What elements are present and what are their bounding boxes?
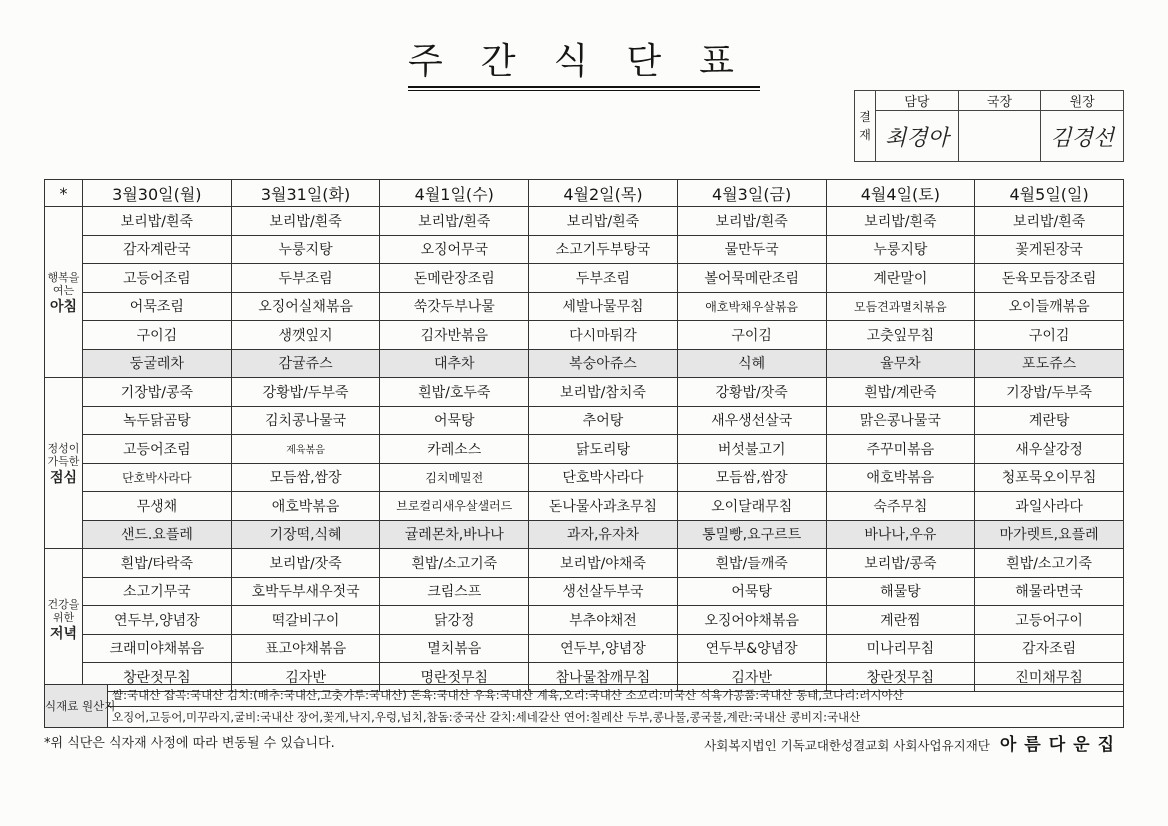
menu-cell: 청포묵오이무침 xyxy=(975,463,1124,492)
menu-cell: 무생채 xyxy=(83,492,232,521)
menu-cell: 김치콩나물국 xyxy=(231,406,380,435)
menu-cell: 구이김 xyxy=(83,321,232,350)
header-row xyxy=(45,180,1124,207)
menu-cell: 보리밥/흰죽 xyxy=(529,207,678,236)
menu-cell: 고춧잎무침 xyxy=(826,321,975,350)
menu-cell: 어묵탕 xyxy=(380,406,529,435)
menu-cell: 창란젓무침 xyxy=(83,663,232,692)
snack-cell: 샌드.요플레 xyxy=(83,520,232,549)
menu-cell: 단호박사라다 xyxy=(83,463,232,492)
approval-header-staff: 담당 xyxy=(876,91,959,111)
approval-box xyxy=(854,90,1124,162)
snack-cell: 기장떡,식혜 xyxy=(231,520,380,549)
snack-cell: 율무차 xyxy=(826,349,975,378)
snack-row xyxy=(45,520,1124,549)
origin-line-1: 쌀:국내산 잡곡:국내산 김치:(배추:국내산,고춧가루:국내산) 돈육:국내산 우육:국내산 계육,오리:국내산 소꼬리:미국산 식육가공품:국내산 동태,코다리:러시아산 xyxy=(108,685,1124,707)
origin-line-2: 오징어,고등어,미꾸라지,굴비:국내산 장어,꽃게,낙지,우렁,넙치,참돔:중국산 갈치:세네갈산 연어:칠레산 두부,콩나물,콩국물,계란:국내산 콩비지:국내산 xyxy=(108,706,1124,728)
menu-cell: 생깻잎지 xyxy=(231,321,380,350)
menu-cell: 감자계란국 xyxy=(83,235,232,264)
table-row xyxy=(45,606,1124,635)
menu-cell: 계란찜 xyxy=(826,606,975,635)
menu-cell: 창란젓무침 xyxy=(826,663,975,692)
menu-cell: 명란젓무침 xyxy=(380,663,529,692)
menu-cell: 오징어야채볶음 xyxy=(677,606,826,635)
menu-cell: 보리밥/잣죽 xyxy=(231,549,380,578)
menu-cell: 닭도리탕 xyxy=(529,435,678,464)
menu-cell: 숙주무침 xyxy=(826,492,975,521)
menu-cell: 물만두국 xyxy=(677,235,826,264)
menu-cell: 흰밥/소고기죽 xyxy=(975,549,1124,578)
snack-row xyxy=(45,349,1124,378)
table-row xyxy=(45,406,1124,435)
day-header: 4월4일(토) xyxy=(826,180,975,207)
table-row xyxy=(45,264,1124,293)
table-row xyxy=(45,235,1124,264)
table-row xyxy=(45,435,1124,464)
menu-cell: 맑은콩나물국 xyxy=(826,406,975,435)
menu-cell: 볼어묵메란조림 xyxy=(677,264,826,293)
day-header: 4월3일(금) xyxy=(677,180,826,207)
day-header: 4월1일(수) xyxy=(380,180,529,207)
menu-cell: 강황밥/두부죽 xyxy=(231,378,380,407)
day-header: 4월2일(목) xyxy=(529,180,678,207)
menu-cell: 부추야채전 xyxy=(529,606,678,635)
approval-header-head: 원장 xyxy=(1041,91,1124,111)
menu-cell: 오이들깨볶음 xyxy=(975,292,1124,321)
menu-cell: 과일사라다 xyxy=(975,492,1124,521)
menu-cell: 주꾸미볶음 xyxy=(826,435,975,464)
organization-prefix: 사회복지법인 기독교대한성결교회 사회사업유지재단 xyxy=(704,738,990,753)
menu-cell: 해물탕 xyxy=(826,577,975,606)
menu-cell: 애호박볶음 xyxy=(826,463,975,492)
approval-header-director: 국장 xyxy=(958,91,1041,111)
menu-cell: 소고기두부탕국 xyxy=(529,235,678,264)
menu-cell: 떡갈비구이 xyxy=(231,606,380,635)
footnote: *위 식단은 식자재 사정에 따라 변동될 수 있습니다. xyxy=(44,736,335,751)
menu-cell: 오징어실채볶음 xyxy=(231,292,380,321)
menu-cell: 진미채무침 xyxy=(975,663,1124,692)
signature-staff: 최경아 xyxy=(876,111,959,162)
table-row xyxy=(45,321,1124,350)
table-row xyxy=(45,634,1124,663)
table-row xyxy=(45,492,1124,521)
menu-cell: 추어탕 xyxy=(529,406,678,435)
menu-cell: 김자반 xyxy=(231,663,380,692)
origin-label: 식재료 원산지 xyxy=(45,685,108,728)
menu-cell: 보리밥/흰죽 xyxy=(380,207,529,236)
menu-cell: 돈메란장조림 xyxy=(380,264,529,293)
menu-cell: 구이김 xyxy=(975,321,1124,350)
menu-cell: 흰밥/계란죽 xyxy=(826,378,975,407)
menu-cell: 연두부,양념장 xyxy=(529,634,678,663)
menu-cell: 크래미야채볶음 xyxy=(83,634,232,663)
menu-cell: 보리밥/참치죽 xyxy=(529,378,678,407)
snack-cell: 귤레몬차,바나나 xyxy=(380,520,529,549)
meal-name: 아침 xyxy=(49,298,78,315)
meal-subtitle: 건강을위한 xyxy=(47,598,80,625)
table-row xyxy=(45,207,1124,236)
day-header: 3월30일(월) xyxy=(83,180,232,207)
menu-cell: 미나리무침 xyxy=(826,634,975,663)
menu-cell: 새우생선살국 xyxy=(677,406,826,435)
table-row xyxy=(45,577,1124,606)
table-row xyxy=(45,292,1124,321)
menu-cell: 돈나물사과초무침 xyxy=(529,492,678,521)
snack-cell: 식혜 xyxy=(677,349,826,378)
meal-label-breakfast xyxy=(45,207,83,378)
menu-cell: 기장밥/콩죽 xyxy=(83,378,232,407)
menu-cell: 오이달래무침 xyxy=(677,492,826,521)
menu-cell: 기장밥/두부죽 xyxy=(975,378,1124,407)
signature-head: 김경선 xyxy=(1041,111,1124,162)
menu-cell: 누룽지탕 xyxy=(231,235,380,264)
menu-cell: 다시마튀각 xyxy=(529,321,678,350)
menu-cell: 쑥갓두부나물 xyxy=(380,292,529,321)
table-row xyxy=(45,378,1124,407)
snack-cell: 포도쥬스 xyxy=(975,349,1124,378)
title-underline-thin xyxy=(408,90,760,91)
meal-name: 점심 xyxy=(49,469,78,486)
menu-cell: 닭강정 xyxy=(380,606,529,635)
meal-name: 저녁 xyxy=(49,626,78,643)
menu-cell: 보리밥/야채죽 xyxy=(529,549,678,578)
menu-cell: 돈육모듬장조림 xyxy=(975,264,1124,293)
menu-cell: 보리밥/흰죽 xyxy=(975,207,1124,236)
snack-cell: 둥굴레차 xyxy=(83,349,232,378)
menu-cell: 감자조림 xyxy=(975,634,1124,663)
menu-cell: 고등어조림 xyxy=(83,435,232,464)
organization-name: 아름다운집 xyxy=(999,735,1122,755)
menu-cell: 호박두부새우젓국 xyxy=(231,577,380,606)
menu-cell: 버섯불고기 xyxy=(677,435,826,464)
snack-cell: 복숭아쥬스 xyxy=(529,349,678,378)
snack-cell: 바나나,우유 xyxy=(826,520,975,549)
menu-cell: 김자반 xyxy=(677,663,826,692)
menu-cell: 두부조림 xyxy=(231,264,380,293)
menu-cell: 생선살두부국 xyxy=(529,577,678,606)
snack-cell: 과자,유자차 xyxy=(529,520,678,549)
menu-cell: 김자반볶음 xyxy=(380,321,529,350)
menu-cell: 해물라면국 xyxy=(975,577,1124,606)
menu-cell: 보리밥/흰죽 xyxy=(231,207,380,236)
menu-cell: 어묵조림 xyxy=(83,292,232,321)
menu-cell: 보리밥/흰죽 xyxy=(826,207,975,236)
menu-cell: 애호박볶음 xyxy=(231,492,380,521)
menu-cell: 김치메밀전 xyxy=(380,463,529,492)
menu-cell: 크림스프 xyxy=(380,577,529,606)
menu-cell: 계란탕 xyxy=(975,406,1124,435)
menu-cell: 계란말이 xyxy=(826,264,975,293)
menu-cell: 강황밥/잣죽 xyxy=(677,378,826,407)
organization-footer xyxy=(704,730,1122,755)
menu-cell: 고등어조림 xyxy=(83,264,232,293)
menu-cell: 표고야채볶음 xyxy=(231,634,380,663)
snack-cell: 대추차 xyxy=(380,349,529,378)
menu-cell: 브로컬리새우살샐러드 xyxy=(380,492,529,521)
menu-cell: 멸치볶음 xyxy=(380,634,529,663)
snack-cell: 감귤쥬스 xyxy=(231,349,380,378)
title-underline xyxy=(408,86,760,88)
menu-cell: 새우살강정 xyxy=(975,435,1124,464)
menu-cell: 구이김 xyxy=(677,321,826,350)
snack-cell: 통밀빵,요구르트 xyxy=(677,520,826,549)
menu-cell: 카레소스 xyxy=(380,435,529,464)
menu-cell: 단호박사라다 xyxy=(529,463,678,492)
menu-cell: 모듬견과멸치볶음 xyxy=(826,292,975,321)
menu-cell: 모듬쌈,쌈장 xyxy=(231,463,380,492)
table-row xyxy=(45,549,1124,578)
meal-label-dinner xyxy=(45,549,83,692)
menu-cell: 보리밥/흰죽 xyxy=(83,207,232,236)
page-title: 주간식단표 xyxy=(408,41,772,82)
menu-cell: 보리밥/흰죽 xyxy=(677,207,826,236)
menu-cell: 애호박채우살볶음 xyxy=(677,292,826,321)
menu-cell: 연두부&양념장 xyxy=(677,634,826,663)
menu-cell: 녹두닭곰탕 xyxy=(83,406,232,435)
snack-cell: 마가렛트,요플레 xyxy=(975,520,1124,549)
menu-cell: 흰밥/소고기죽 xyxy=(380,549,529,578)
menu-cell: 세발나물무침 xyxy=(529,292,678,321)
menu-cell: 고등어구이 xyxy=(975,606,1124,635)
menu-cell: 오징어무국 xyxy=(380,235,529,264)
table-row xyxy=(45,463,1124,492)
menu-cell: 참나물참깨무침 xyxy=(529,663,678,692)
signature-director xyxy=(958,111,1041,162)
meal-subtitle: 행복을여는 xyxy=(47,270,80,297)
menu-cell: 연두부,양념장 xyxy=(83,606,232,635)
corner-cell: * xyxy=(45,180,83,207)
menu-cell: 흰밥/들깨죽 xyxy=(677,549,826,578)
menu-cell: 소고기무국 xyxy=(83,577,232,606)
meal-label-lunch xyxy=(45,378,83,549)
menu-cell: 두부조림 xyxy=(529,264,678,293)
menu-cell: 어묵탕 xyxy=(677,577,826,606)
meal-subtitle: 정성이가득한 xyxy=(47,441,80,468)
menu-cell: 꽃게된장국 xyxy=(975,235,1124,264)
menu-cell: 제육볶음 xyxy=(231,435,380,464)
ingredient-origin-table xyxy=(44,684,1124,728)
weekly-menu-table xyxy=(44,179,1124,692)
menu-cell: 흰밥/호두죽 xyxy=(380,378,529,407)
menu-cell: 흰밥/타락죽 xyxy=(83,549,232,578)
menu-cell: 누룽지탕 xyxy=(826,235,975,264)
approval-label: 결재 xyxy=(855,91,876,162)
menu-cell: 모듬쌈,쌈장 xyxy=(677,463,826,492)
day-header: 3월31일(화) xyxy=(231,180,380,207)
day-header: 4월5일(일) xyxy=(975,180,1124,207)
menu-cell: 보리밥/콩죽 xyxy=(826,549,975,578)
